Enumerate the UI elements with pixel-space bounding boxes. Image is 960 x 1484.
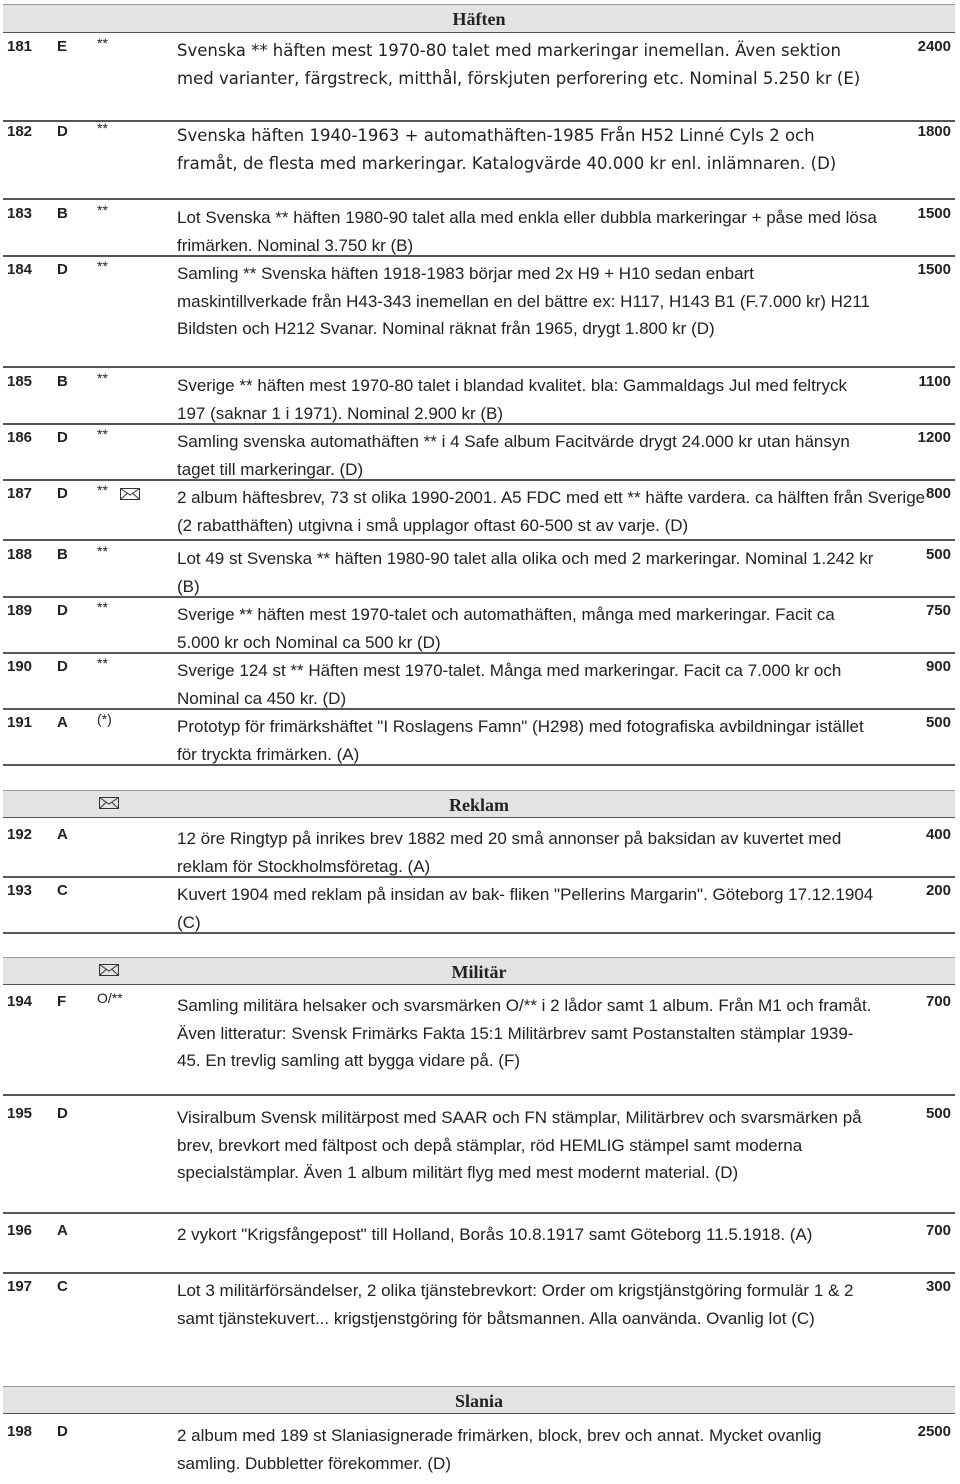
lot-number: 185 bbox=[7, 373, 33, 390]
lot-description: 2 album häftesbrev, 73 st olika 1990-2001. A5 FDC med ett ** häfte vardera. ca hälften från Sverige (2 rabatthäften) utgivna i små upplagor oftast 60-500 st av varje. (D) bbox=[177, 488, 926, 535]
lot-row bbox=[3, 545, 955, 598]
lot-description: 2 album med 189 st Slaniasignerade frimärken, block, brev och annat. Mycket ovanlig samling. Dubbletter förekommer. (D) bbox=[177, 1426, 822, 1473]
lot-price: 1500 bbox=[917, 205, 951, 222]
lot-description: Lot Svenska ** häften 1980-90 talet alla med enkla eller dubbla markeringar + påse med lösa frimärken. Nominal 3.750 kr (B) bbox=[177, 208, 877, 255]
section-header-haften bbox=[3, 4, 955, 33]
lot-number: 187 bbox=[7, 485, 33, 502]
lot-price: 800 bbox=[925, 485, 951, 502]
lot-grade: F bbox=[57, 993, 67, 1010]
lot-row bbox=[3, 601, 955, 654]
lot-number: 186 bbox=[7, 429, 33, 446]
lot-condition: ** bbox=[97, 482, 108, 498]
lot-row bbox=[3, 713, 955, 766]
lot-description: Sverige ** häften mest 1970-talet och automathäften, många med markeringar. Facit ca 5.000 kr och Nominal ca 500 kr (D) bbox=[177, 605, 835, 652]
lot-row bbox=[3, 260, 955, 368]
lot-price: 200 bbox=[925, 882, 951, 899]
lot-number: 198 bbox=[7, 1423, 33, 1440]
lot-grade: C bbox=[57, 882, 68, 899]
lot-row bbox=[3, 992, 955, 1082]
lot-description: Sverige ** häften mest 1970-80 talet i blandad kvalitet. bla: Gammaldags Jul med feltryck 197 (saknar 1 i 1971). Nominal 2.900 kr (B) bbox=[177, 376, 847, 423]
lot-row bbox=[3, 657, 955, 710]
lot-grade: D bbox=[57, 1105, 68, 1122]
lot-number: 196 bbox=[7, 1222, 33, 1239]
section-title: Militär bbox=[451, 962, 507, 982]
lot-grade: D bbox=[57, 123, 68, 140]
lot-price: 2500 bbox=[917, 1423, 951, 1440]
lot-description: Svenska ** häften mest 1970-80 talet med markeringar inemellan. Även sektion med varianter, färgstreck, mitthål, förskjuten perforering etc. Nominal 5.250 kr (E) bbox=[177, 41, 861, 88]
lot-grade: E bbox=[57, 38, 68, 55]
lot-grade: D bbox=[57, 429, 68, 446]
lot-grade: A bbox=[57, 714, 68, 731]
lot-condition: ** bbox=[97, 370, 108, 386]
section-header-slania bbox=[3, 1386, 955, 1414]
lot-price: 1500 bbox=[917, 261, 951, 278]
lot-number: 197 bbox=[7, 1278, 33, 1295]
lot-row bbox=[3, 120, 955, 200]
lot-description: Samling militära helsaker och svarsmärken O/** i 2 lådor samt 1 album. Från M1 och framåt. Även litteratur: Svensk Frimärks Fakta 15:1 Militärbrev samt Postanstalten stämplar 1939-45. En trevlig samling att bygga vidare på. (F) bbox=[177, 996, 872, 1070]
lot-price: 750 bbox=[925, 602, 951, 619]
lot-number: 188 bbox=[7, 546, 33, 563]
lot-number: 192 bbox=[7, 826, 33, 843]
lot-description: Lot 49 st Svenska ** häften 1980-90 talet alla olika och med 2 markeringar. Nominal 1.242 kr (B) bbox=[177, 549, 874, 596]
lot-grade: B bbox=[57, 546, 68, 563]
lot-condition: ** bbox=[97, 202, 108, 218]
lot-number: 189 bbox=[7, 602, 33, 619]
lot-row bbox=[3, 204, 955, 257]
lot-condition: ** bbox=[97, 655, 108, 671]
lot-description: Visiralbum Svensk militärpost med SAAR och FN stämplar, Militärbrev och svarsmärken på brev, brevkort med fältpost och depå stämplar, röd HEMLIG stämpel samt moderna specialstämplar. Även 1 album militärt flyg med mest modernt material. (D) bbox=[177, 1108, 862, 1182]
lot-row bbox=[3, 37, 955, 120]
lot-number: 195 bbox=[7, 1105, 33, 1122]
lot-grade: D bbox=[57, 261, 68, 278]
lot-description: Prototyp för frimärkshäftet "I Roslagens Famn" (H298) med fotografiska avbildningar istället för tryckta frimärken. (A) bbox=[177, 717, 864, 764]
lot-description: Svenska häften 1940-1963 + automathäften-1985 Från H52 Linné Cyls 2 och framåt, de flesta med markeringar. Katalogvärde 40.000 kr enl. inlämnaren. (D) bbox=[177, 126, 837, 173]
lot-number: 184 bbox=[7, 261, 33, 278]
lot-row bbox=[3, 825, 955, 878]
lot-condition: ** bbox=[97, 35, 108, 51]
lot-condition: O/** bbox=[97, 990, 123, 1006]
lot-description: Kuvert 1904 med reklam på insidan av bak- fliken "Pellerins Margarin". Göteborg 17.12.1904 (C) bbox=[177, 885, 874, 932]
lot-description: Lot 3 militärförsändelser, 2 olika tjänstebrevkort: Order om krigstjänstgöring formulär 1 & 2 samt tjänstekuvert... krigstjenstgöring för båtsmannen. Alla oanvända. Ovanlig lot (C) bbox=[177, 1281, 854, 1328]
lot-price: 700 bbox=[925, 1222, 951, 1239]
lot-row bbox=[3, 1221, 955, 1274]
section-title: Häften bbox=[452, 9, 506, 29]
lot-price: 900 bbox=[925, 658, 951, 675]
lot-row bbox=[3, 1277, 955, 1357]
lot-price: 1800 bbox=[917, 123, 951, 140]
lot-number: 182 bbox=[7, 123, 33, 140]
lot-grade: A bbox=[57, 1222, 68, 1239]
lot-grade: D bbox=[57, 1423, 68, 1440]
section-header-reklam bbox=[3, 790, 955, 818]
lot-condition: ** bbox=[97, 543, 108, 559]
lot-grade: B bbox=[57, 205, 68, 222]
lot-price: 2400 bbox=[917, 38, 951, 55]
lot-row bbox=[3, 1104, 955, 1214]
lot-grade: A bbox=[57, 826, 68, 843]
lot-price: 500 bbox=[925, 546, 951, 563]
section-title: Slania bbox=[454, 1391, 504, 1411]
lot-price: 500 bbox=[925, 1105, 951, 1122]
lot-price: 300 bbox=[925, 1278, 951, 1295]
lot-grade: B bbox=[57, 373, 68, 390]
lot-row bbox=[3, 372, 955, 425]
lot-row bbox=[3, 428, 955, 481]
section-title: Reklam bbox=[449, 795, 509, 815]
lot-grade: D bbox=[57, 658, 68, 675]
lot-price: 1200 bbox=[917, 429, 951, 446]
lot-description: Sverige 124 st ** Häften mest 1970-talet. Många med markeringar. Facit ca 7.000 kr och Nominal ca 450 kr. (D) bbox=[177, 661, 842, 708]
lot-row bbox=[3, 881, 955, 934]
lot-grade: D bbox=[57, 485, 68, 502]
lot-row bbox=[3, 1422, 955, 1478]
lot-number: 191 bbox=[7, 714, 33, 731]
lot-description: Samling ** Svenska häften 1918-1983 börjar med 2x H9 + H10 sedan enbart maskintillverkade från H43-343 inemellan en del bättre ex: H117, H143 B1 (F.7.000 kr) H211 Bildsten och H212 Svanar. Nominal räknat från 1965, drygt 1.800 kr (D) bbox=[177, 264, 870, 338]
lot-condition: ** bbox=[97, 426, 108, 442]
lot-condition: (*) bbox=[97, 711, 112, 727]
lot-description: Samling svenska automathäften ** i 4 Safe album Facitvärde drygt 24.000 kr utan hänsyn taget till markeringar. (D) bbox=[177, 432, 850, 479]
lot-price: 500 bbox=[925, 714, 951, 731]
lot-condition: ** bbox=[97, 599, 108, 615]
lot-description: 12 öre Ringtyp på inrikes brev 1882 med 20 små annonser på baksidan av kuvertet med reklam för Stockholmsföretag. (A) bbox=[177, 829, 842, 876]
lot-row bbox=[3, 484, 955, 541]
lot-number: 193 bbox=[7, 882, 33, 899]
lot-price: 400 bbox=[925, 826, 951, 843]
lot-grade: D bbox=[57, 602, 68, 619]
divider bbox=[3, 1094, 955, 1096]
lot-number: 183 bbox=[7, 205, 33, 222]
lot-condition: ** bbox=[97, 120, 108, 136]
lot-number: 181 bbox=[7, 38, 33, 55]
section-header-militar bbox=[3, 957, 955, 985]
lot-grade: C bbox=[57, 1278, 68, 1295]
lot-number: 190 bbox=[7, 658, 33, 675]
envelope-icon bbox=[120, 488, 140, 500]
lot-condition: ** bbox=[97, 258, 108, 274]
lot-price: 1100 bbox=[918, 373, 951, 390]
lot-price: 700 bbox=[925, 993, 951, 1010]
lot-number: 194 bbox=[7, 993, 33, 1010]
lot-description: 2 vykort "Krigsfångepost" till Holland, Borås 10.8.1917 samt Göteborg 11.5.1918. (A) bbox=[177, 1225, 813, 1244]
